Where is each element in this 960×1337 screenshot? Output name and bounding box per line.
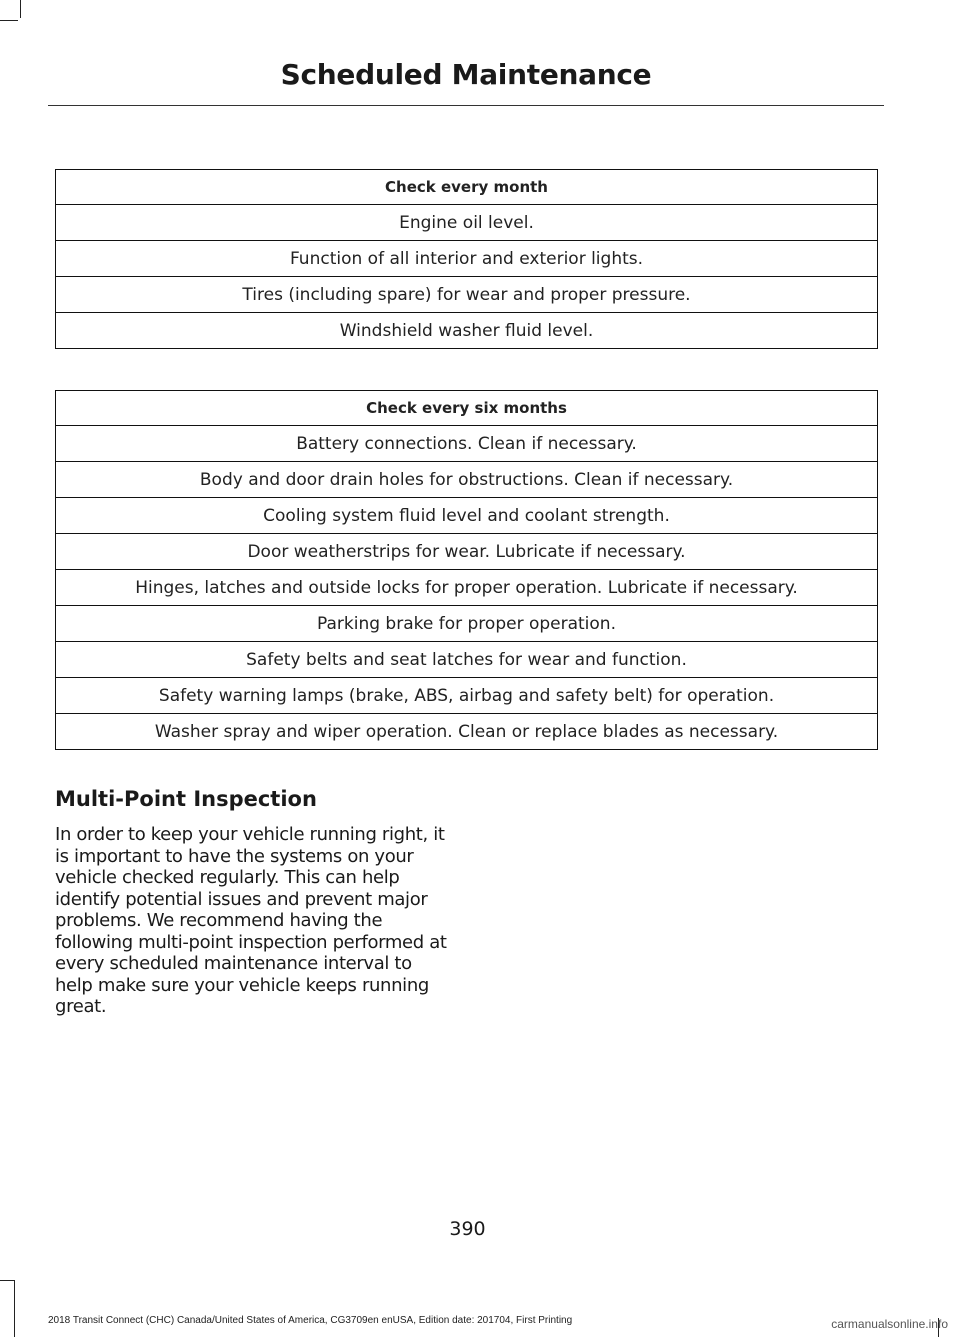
table-row xyxy=(56,678,878,714)
table-cell: Washer spray and wiper operation. Clean or replace blades as necessary. xyxy=(56,714,878,750)
table-cell: Tires (including spare) for wear and proper pressure. xyxy=(56,277,878,313)
page-title: Scheduled Maintenance xyxy=(280,58,652,91)
section-body-text: In order to keep your vehicle running right, it is important to have the systems on your vehicle checked regularly. This can help identify potential issues and prevent major problems. We recommend having the following multi-point inspection performed at every scheduled maintenance interval to help make sure your vehicle keeps running great. xyxy=(55,824,447,1017)
table-row xyxy=(56,642,878,678)
table-row xyxy=(56,462,878,498)
table-cell: Hinges, latches and outside locks for proper operation. Lubricate if necessary. xyxy=(56,570,878,606)
table-header-row xyxy=(56,391,878,426)
monthly-check-table xyxy=(55,169,878,349)
table-cell: Cooling system fluid level and coolant strength. xyxy=(56,498,878,534)
table-row xyxy=(56,714,878,750)
table-row xyxy=(56,606,878,642)
table-cell: Parking brake for proper operation. xyxy=(56,606,878,642)
table-row xyxy=(56,570,878,606)
footer-edition-info: 2018 Transit Connect (CHC) Canada/United States of America, CG3709en enUSA, Edition date: 201704, First Printing xyxy=(48,1315,573,1326)
table-heading: Check every month xyxy=(56,170,878,205)
section-heading: Multi-Point Inspection xyxy=(55,787,317,811)
table-cell: Safety warning lamps (brake, ABS, airbag and safety belt) for operation. xyxy=(56,678,878,714)
table-cell: Door weatherstrips for wear. Lubricate if necessary. xyxy=(56,534,878,570)
crop-mark-bottom-left xyxy=(14,1280,15,1337)
table-cell: Body and door drain holes for obstructions. Clean if necessary. xyxy=(56,462,878,498)
table-cell: Battery connections. Clean if necessary. xyxy=(56,426,878,462)
table-row xyxy=(56,277,878,313)
table-row xyxy=(56,426,878,462)
page-number: 390 xyxy=(449,1218,486,1240)
crop-mark-bottom-left-h xyxy=(0,1280,14,1281)
table-cell: Safety belts and seat latches for wear and function. xyxy=(56,642,878,678)
table-cell: Engine oil level. xyxy=(56,205,878,241)
table-heading: Check every six months xyxy=(56,391,878,426)
crop-mark-top-left-h xyxy=(0,20,18,21)
table-row xyxy=(56,313,878,349)
table-row xyxy=(56,534,878,570)
table-row xyxy=(56,241,878,277)
table-cell: Windshield washer fluid level. xyxy=(56,313,878,349)
table-row xyxy=(56,498,878,534)
table-row xyxy=(56,205,878,241)
six-month-check-table xyxy=(55,390,878,750)
table-cell: Function of all interior and exterior lights. xyxy=(56,241,878,277)
table-header-row xyxy=(56,170,878,205)
crop-mark-top-left xyxy=(20,0,21,18)
watermark-link[interactable]: carmanualsonline.info xyxy=(831,1317,948,1331)
header-rule xyxy=(48,105,884,106)
